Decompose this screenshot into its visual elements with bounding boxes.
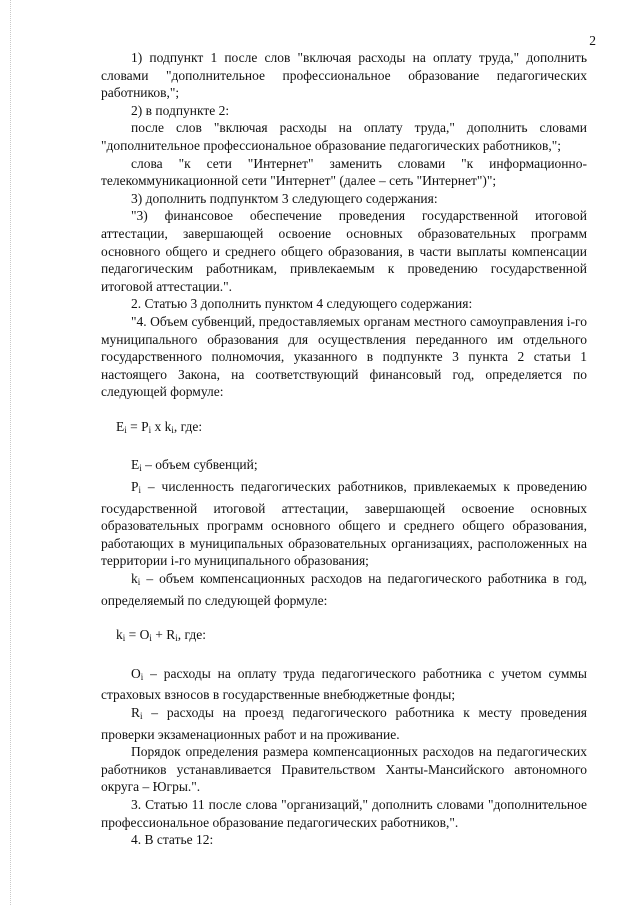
definition-e — [101, 456, 587, 478]
paragraph-10: 3. Статью 11 после слова "организаций," дополнить словами "дополнительное профессиональное образование педагогических работников,". — [101, 796, 587, 830]
definition-e-sub: i — [139, 463, 142, 474]
formula-e-eq: = P — [126, 418, 149, 434]
definition-o — [101, 665, 587, 704]
formula-k-lhs-sub: i — [122, 633, 126, 644]
formula-e — [101, 418, 587, 440]
paragraph-8: "4. Объем субвенций, предоставляемых органам местного самоуправления i-го муниципального образования для осуществления переданного им отдельного государственного полномочия, указанного в подпункте 3 пункта 2 статьи 1 настоящего Закона, на соответствующий финансовый год, определяется по следующей формуле: — [101, 313, 587, 400]
definition-r-text: – расходы на проезд педагогического работника к месту проведения проверки экзаменационных работ и на проживание. — [101, 705, 587, 742]
page-number: 2 — [589, 33, 596, 48]
formula-k — [101, 626, 587, 648]
definition-o-text: – расходы на оплату труда педагогического работника с учетом суммы страховых взносов в государственные внебюджетные фонды; — [101, 665, 587, 703]
definition-e-symbol: E — [131, 457, 140, 473]
definition-k-text: – объем компенсационных расходов на педагогического работника в год, определяемый по следующей формуле: — [101, 571, 587, 608]
formula-e-k-sub: i — [171, 424, 174, 435]
paragraph-9: Порядок определения размера компенсационных расходов на педагогических работников устанавливается Правительством Ханты-Мансийского автономного округа – Югры.". — [101, 744, 587, 795]
definition-p — [101, 478, 587, 570]
definition-p-text: – численность педагогических работников, привлекаемых к проведению государственной итоговой аттестации, завершающей освоение основных образовательных программ основного общего и среднего общего образования, работающих в муниципальных образовательных организациях, расположенных на территории i-го муниципального образования; — [101, 479, 587, 569]
definition-p-symbol: P — [131, 479, 139, 495]
definition-o-sub: i — [140, 671, 144, 682]
scan-edge — [10, 0, 12, 905]
document-body — [101, 49, 587, 849]
paragraph-4: слова "к сети "Интернет" заменить словами "к информационно-телекоммуникационной сети "Интернет" (далее – сеть "Интернет")"; — [101, 155, 587, 189]
formula-e-lhs: E — [116, 418, 125, 434]
formula-k-o-sub: i — [149, 633, 152, 644]
paragraph-7: 2. Статью 3 дополнить пунктом 4 следующего содержания: — [131, 296, 473, 312]
paragraph-6: "3) финансовое обеспечение проведения государственной итоговой аттестации, завершающей освоение основных образовательных программ основного общего и среднего общего образования, в части выплаты компенсации педагогическим работникам, привлекаемым к проведению государственной итоговой аттестации.". — [101, 208, 587, 294]
definition-r — [101, 704, 587, 743]
formula-k-r-sub: i — [175, 633, 178, 644]
definition-k — [101, 570, 587, 609]
spacer — [101, 609, 587, 626]
paragraph-5: 3) дополнить подпунктом 3 следующего содержания: — [131, 190, 438, 206]
formula-k-eq: = O — [125, 627, 150, 643]
paragraph-1: 1) подпункт 1 после слов "включая расходы на оплату труда," дополнить словами "дополнительное профессиональное образование педагогических работников,"; — [101, 50, 587, 101]
definition-r-symbol: R — [131, 705, 141, 720]
spacer — [101, 401, 587, 418]
definition-o-symbol: O — [131, 665, 141, 681]
spacer — [101, 439, 587, 456]
definition-k-sub: i — [137, 577, 141, 588]
formula-k-lhs: k — [116, 627, 123, 643]
formula-e-p-sub: i — [148, 424, 152, 435]
formula-e-mid: x k — [151, 418, 172, 434]
definition-k-symbol: k — [131, 571, 138, 587]
formula-e-lhs-sub: i — [124, 424, 127, 435]
formula-k-mid: + R — [151, 627, 176, 643]
definition-r-sub: i — [140, 711, 143, 721]
definition-p-sub: i — [138, 485, 142, 496]
paragraph-3: после слов "включая расходы на оплату труда," дополнить словами "дополнительное профессиональное образование педагогических работников,"; — [101, 120, 587, 153]
formula-k-tail: , где: — [177, 627, 207, 643]
formula-e-tail: , где: — [173, 418, 203, 434]
paragraph-2: 2) в подпункте 2: — [131, 102, 230, 118]
definition-e-text: – объем субвенций; — [141, 457, 258, 473]
paragraph-11: 4. В статье 12: — [131, 832, 214, 848]
spacer — [101, 648, 587, 665]
